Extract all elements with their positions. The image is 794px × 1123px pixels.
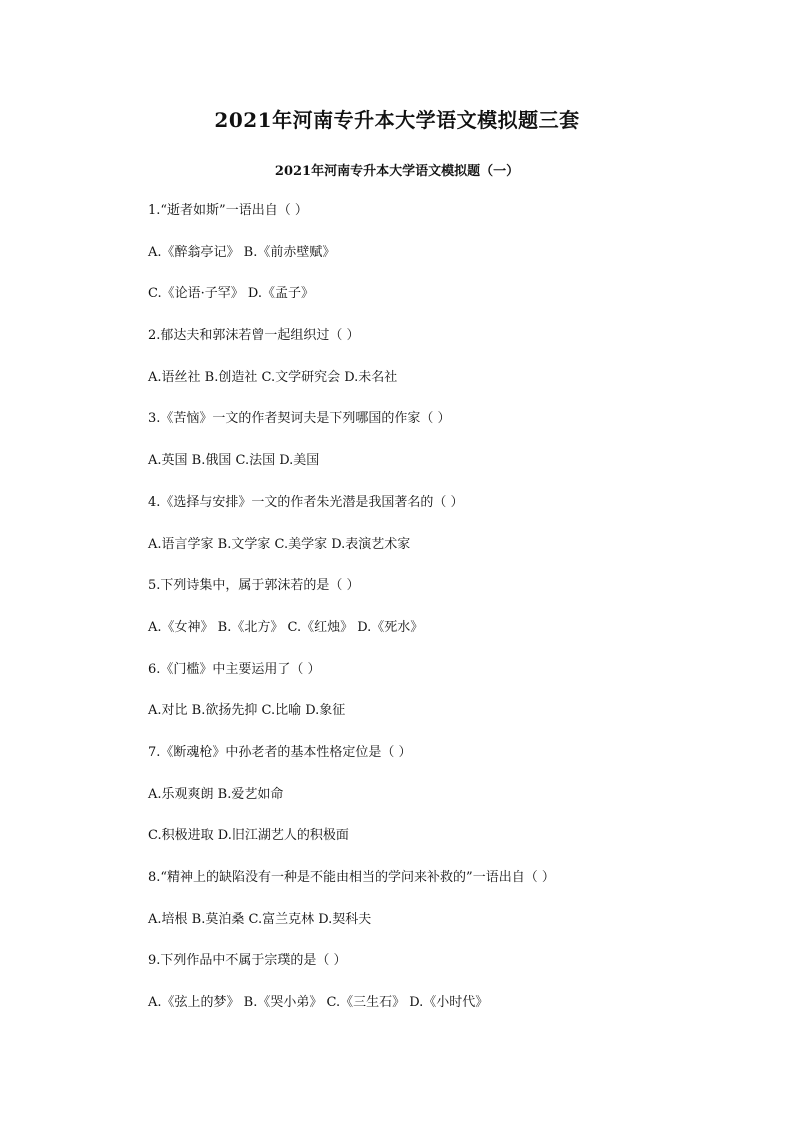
question-3: 3.《苦恼》一文的作者契诃夫是下列哪国的作家（ ）	[148, 411, 451, 427]
question-3-options: A.英国 B.俄国 C.法国 D.美国	[148, 453, 320, 469]
question-4-options: A.语言学家 B.文学家 C.美学家 D.表演艺术家	[148, 536, 411, 552]
question-4: 4.《选择与安排》一文的作者朱光潜是我国著名的（ ）	[148, 494, 464, 510]
question-list	[148, 200, 708, 1034]
question-7: 7.《断魂枪》中孙老者的基本性格定位是（ ）	[148, 744, 412, 760]
question-7-options-ab: A.乐观爽朗 B.爱艺如命	[148, 786, 284, 802]
question-1-options-cd: C.《论语·子罕》 D.《孟子》	[148, 286, 314, 302]
question-5: 5.下列诗集中，属于郭沫若的是（ ）	[148, 578, 360, 594]
question-2-options: A.语丝社 B.创造社 C.文学研究会 D.未名社	[148, 369, 398, 385]
question-9-options: A.《弦上的梦》 B.《哭小弟》 C.《三生石》 D.《小时代》	[148, 995, 489, 1011]
document-title: 2021年河南专升本大学语文模拟题三套	[214, 108, 580, 132]
question-8: 8.“精神上的缺陷没有一种是不能由相当的学问来补救的”一语出自（ ）	[148, 870, 555, 885]
question-9: 9.下列作品中不属于宗璞的是（ ）	[148, 953, 347, 969]
question-1-options-ab: A.《醉翁亭记》 B.《前赤壁赋》	[148, 244, 336, 260]
question-5-options: A.《女神》 B.《北方》 C.《红烛》 D.《死水》	[148, 619, 424, 635]
question-7-options-cd: C.积极进取 D.旧江湖艺人的积极面	[148, 828, 349, 844]
document-subtitle: 2021年河南专升本大学语文模拟题（一）	[274, 164, 520, 179]
question-8-options: A.培根 B.莫泊桑 C.富兰克林 D.契科夫	[148, 911, 372, 927]
question-6-options: A.对比 B.欲扬先抑 C.比喻 D.象征	[148, 703, 346, 719]
question-2: 2.郁达夫和郭沫若曾一起组织过（ ）	[148, 328, 360, 344]
question-6: 6.《门槛》中主要运用了（ ）	[148, 661, 321, 677]
question-1: 1.“逝者如斯”一语出自（ ）	[148, 203, 308, 218]
